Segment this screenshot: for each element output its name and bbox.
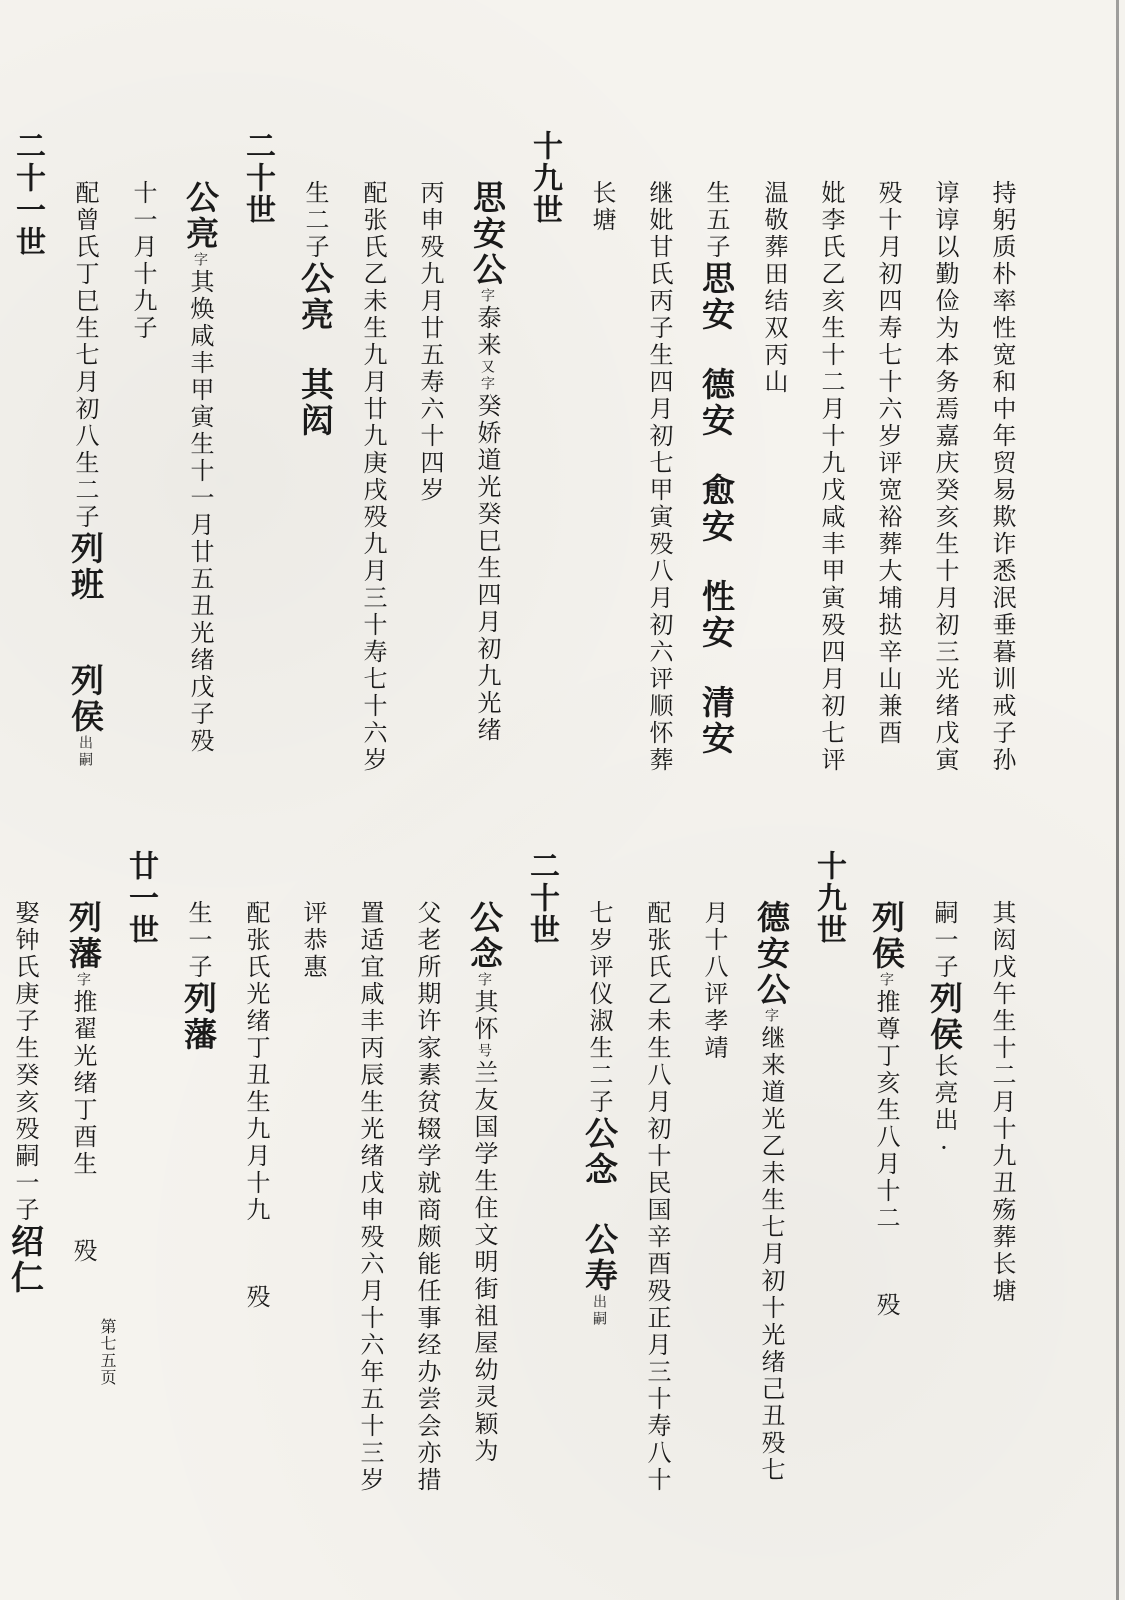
zi-marker: 字 — [192, 252, 208, 269]
person-entry — [455, 900, 513, 1580]
text-column: 妣李氏乙亥生十二月十九戊咸丰甲寅殁四月初七评 — [817, 180, 845, 774]
son-name: 清安 — [697, 685, 736, 757]
text-column: 评恭惠 — [299, 900, 327, 981]
adoption-note: 出嗣 — [77, 735, 93, 769]
entry-text: 其焕咸丰甲寅生十一月廿五丑光绪戊子殁 — [186, 269, 214, 755]
entry-text: 推翟光绪丁酉生 — [69, 989, 97, 1178]
son-name: 性安 — [697, 579, 736, 651]
courtesy-name: 泰来 — [473, 305, 501, 359]
sons-intro: 配曾氏丁巳生七月初八生二子 — [71, 180, 99, 531]
text-column: 父老所期许家素贫辍学就商颇能任事经办尝会亦措 — [413, 900, 441, 1494]
text-column: 持躬质朴率性宽和中年贸易欺诈悉泯垂暮训戒子孙 — [988, 180, 1016, 774]
person-name: 列藩 — [64, 900, 103, 972]
text-column: 长塘 — [588, 180, 616, 234]
entry-text: 兰友国学生住文明街祖屋幼灵颖为 — [470, 1060, 498, 1465]
courtesy-name: 其怀 — [470, 989, 498, 1043]
text-column: 十一月十九子 — [129, 180, 157, 342]
son-name: 绍仁 — [6, 1224, 45, 1296]
person-entry — [742, 900, 800, 1580]
entry-text: 配张氏光绪丁丑生九月十九 — [242, 900, 270, 1224]
page-number: 第七五页 — [98, 1318, 117, 1386]
entry-text: 长亮出· — [930, 1053, 958, 1165]
text-column: 其闳戊午生十二月十九丑殇葬长塘 — [988, 900, 1016, 1305]
adoption-note: 出嗣 — [591, 1294, 607, 1328]
zi-marker: 字 — [75, 972, 91, 989]
you-zi-marker: 又字 — [479, 359, 495, 393]
generation-heading: 二十世 — [240, 130, 275, 226]
entry-text: 癸娇道光癸巳生四月初九光绪 — [473, 393, 501, 744]
sons-intro: 生五子 — [702, 180, 730, 261]
sons-column — [286, 180, 344, 860]
text-column: 殁十月初四寿七十六岁评宽裕葬大埔挞辛山兼酉 — [874, 180, 902, 747]
generation-heading: 二十世 — [524, 850, 559, 946]
generation-heading: 十九世 — [527, 130, 562, 226]
person-entry — [54, 900, 112, 1580]
entry-text: 继来道光乙未生七月初十光绪己丑殁七 — [757, 1025, 785, 1484]
son-name: 思安 — [697, 261, 736, 333]
person-name: 公亮 — [181, 180, 220, 252]
text-column: 继妣甘氏丙子生四月初七甲寅殁八月初六评顺怀葬 — [645, 180, 673, 774]
text-column: 配张氏乙未生八月初十民国辛酉殁正月三十寿八十 — [643, 900, 671, 1494]
heir-column — [915, 900, 973, 1580]
page-edge-line — [1116, 0, 1119, 1600]
sons-intro: 七岁评仪淑生二子 — [585, 900, 613, 1116]
person-name: 公念 — [465, 900, 504, 972]
text-column: 置适宜咸丰丙辰生光绪戊申殁六月十六年五十三岁 — [356, 900, 384, 1494]
zi-marker: 字 — [878, 972, 894, 989]
person-name: 德安公 — [752, 900, 791, 1008]
text-column: 温敬葬田结双丙山 — [760, 180, 788, 396]
son-name: 列侯 — [66, 663, 105, 735]
son-name: 列侯 — [925, 981, 964, 1053]
sons-intro: 生一子 — [184, 900, 212, 981]
heir-intro: 娶钟氏庚子生癸亥殁嗣一子 — [11, 900, 39, 1224]
hao-marker: 号 — [476, 1043, 492, 1060]
son-name: 公亮 — [296, 261, 335, 333]
person-entry — [857, 900, 915, 1580]
son-name: 列班 — [66, 531, 105, 603]
son-name: 其闳 — [296, 367, 335, 439]
spouse-column — [227, 900, 284, 1580]
heir-column — [0, 900, 54, 1580]
son-name: 列藩 — [179, 981, 218, 1053]
zi-marker: 字 — [763, 1008, 779, 1025]
upper-text-block — [0, 130, 1030, 860]
text-column: 谆谆以勤俭为本务焉嘉庆癸亥生十月初三光绪戊寅 — [931, 180, 959, 774]
son-name: 德安 — [697, 367, 736, 439]
generation-heading: 二十一世 — [10, 130, 45, 258]
entry-text: 推尊丁亥生八月十二 — [872, 989, 900, 1232]
son-name: 愈安 — [697, 473, 736, 545]
heir-intro: 嗣一子 — [930, 900, 958, 981]
person-entry — [171, 180, 229, 860]
person-entry — [458, 180, 516, 860]
death-marker: 殁 — [69, 1238, 97, 1265]
text-column: 月十八评孝靖 — [700, 900, 728, 1062]
son-name: 公念 — [580, 1116, 619, 1188]
text-column: 配张氏乙未生九月廿九庚戌殁九月三十寿七十六岁 — [359, 180, 387, 774]
sons-column — [56, 180, 114, 860]
lower-text-block — [0, 850, 1030, 1580]
person-name: 思安公 — [468, 180, 507, 288]
generation-heading: 十九世 — [811, 850, 846, 946]
sons-column — [169, 900, 227, 1580]
text-column: 丙申殁九月廿五寿六十四岁 — [416, 180, 444, 504]
sons-intro: 生二子 — [301, 180, 329, 261]
sons-column — [687, 180, 745, 860]
death-marker: 殁 — [872, 1292, 900, 1319]
son-name: 公寿 — [580, 1222, 619, 1294]
sons-column — [570, 900, 628, 1580]
zi-marker: 字 — [479, 288, 495, 305]
person-name: 列侯 — [867, 900, 906, 972]
zi-marker: 字 — [476, 972, 492, 989]
generation-heading: 廿一世 — [123, 850, 158, 946]
death-marker: 殁 — [242, 1284, 270, 1311]
